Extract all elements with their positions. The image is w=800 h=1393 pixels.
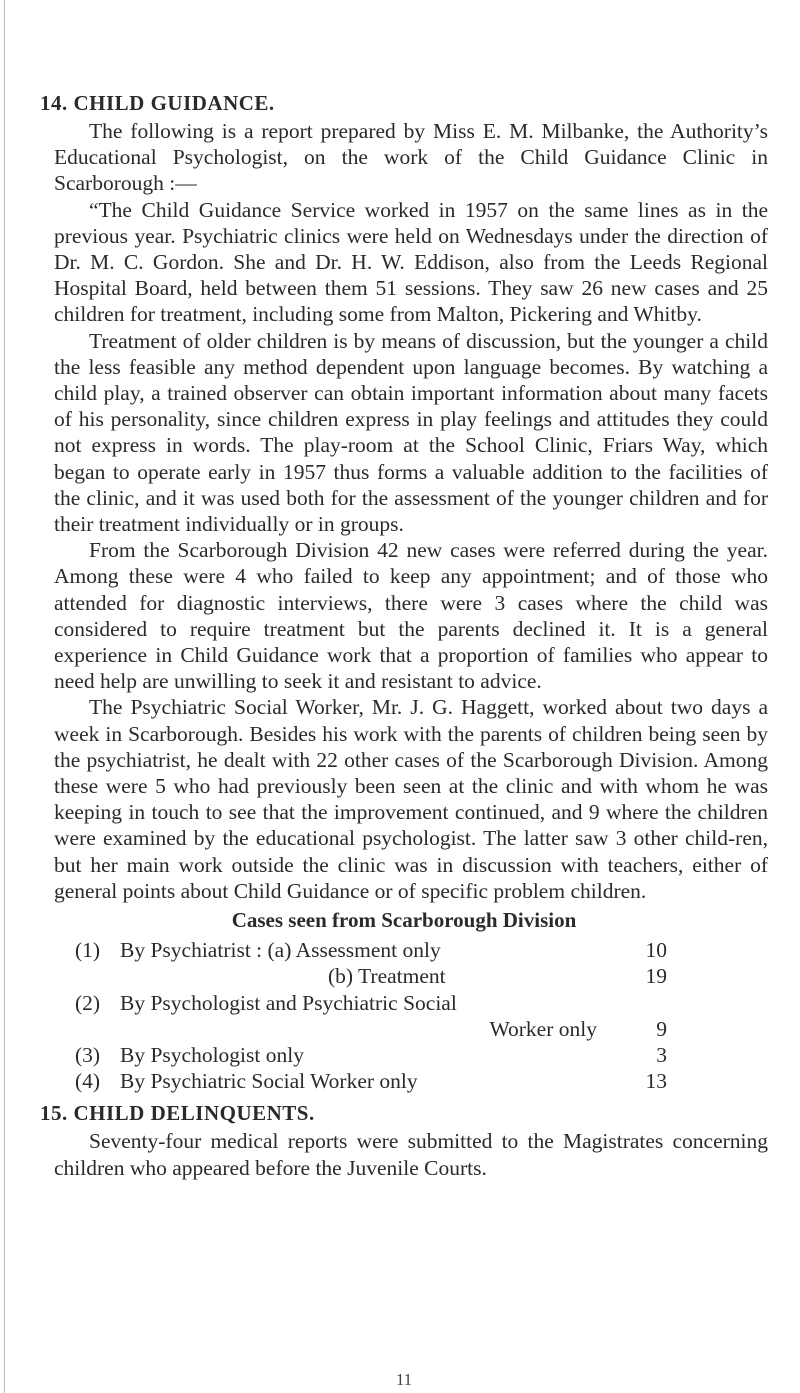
row-count: 19 (645, 964, 667, 989)
table-row (75, 1016, 667, 1042)
row-label: (b) Treatment (328, 964, 446, 989)
row-label: By Psychiatric Social Worker only (120, 1069, 418, 1094)
row-label: Worker only (489, 1016, 597, 1041)
table-row (75, 937, 667, 963)
cases-table-title: Cases seen from Scarborough Division (231, 908, 577, 933)
page-number: 11 (395, 1370, 413, 1389)
row-label: By Psychiatrist : (a) Assessment only (120, 938, 441, 963)
row-label: By Psychologist and Psychiatric Social (120, 990, 457, 1015)
row-number: (1) (75, 938, 101, 963)
row-number: (2) (75, 990, 101, 1015)
referrals-paragraph: From the Scarborough Division 42 new cases were referred during the year. Among these were 4 who failed to keep any appointment; and of those who attended for diagnostic interviews, there were 3 cases where the child was considered to require treatment but the parents declined it. It is a general experience in Child Guidance work that a proportion of families who appear to need help are unwilling to seek it and resistant to advice. (54, 538, 768, 694)
table-row (75, 1068, 667, 1094)
row-number: (3) (75, 1042, 101, 1067)
row-number (75, 1016, 120, 1042)
table-row (75, 990, 667, 1016)
row-count: 3 (656, 1042, 667, 1067)
treatment-paragraph: Treatment of older children is by means of discussion, but the younger a child the less feasible any method dependent upon language becomes. By watching a child play, a trained observer can obtain important information about many facets of his personality, since children express in play feelings and attitudes they could not express in words. The play-room at the School Clinic, Friars Way, which began to operate early in 1957 thus forms a valuable addition to the facilities of the clinic, and it was used both for the assessment of the younger children and for their treatment individually or in groups. (54, 328, 768, 537)
section-15-heading: 15. CHILD DELINQUENTS. (40, 1101, 315, 1126)
service-paragraph: “The Child Guidance Service worked in 1957 on the same lines as in the previous year. Psychiatric clinics were held on Wednesdays under the direction of Dr. M. C. Gordon. She and Dr. H. W. Eddison, also from the Leeds Regional Hospital Board, held between them 51 sessions. They saw 26 new cases and 25 children for treatment, including some from Malton, Pickering and Whitby. (54, 197, 768, 327)
delinquents-paragraph: Seventy-four medical reports were submitted to the Magistrates concerning children who appeared before the Juvenile Courts. (54, 1129, 768, 1180)
row-number: (4) (75, 1069, 101, 1094)
document-page (40, 88, 768, 1389)
table-row (75, 963, 667, 989)
table-row (75, 1042, 667, 1068)
social-worker-paragraph: The Psychiatric Social Worker, Mr. J. G. Haggett, worked about two days a week in Scarborough. Besides his work with the parents of children being seen by the psychiatrist, he dealt with 22 other cases of the Scarborough Division. Among these were 5 who had previously been seen at the clinic and with whom he was keeping in touch to see that the improvement continued, and 9 where the children were examined by the educational psychologist. The latter saw 3 other child-ren, but her main work outside the clinic was in discussion with teachers, either of general points about Child Guidance or of specific problem children. (54, 695, 768, 903)
row-count (627, 990, 667, 1016)
section-14-heading: 14. CHILD GUIDANCE. (40, 91, 275, 115)
row-count: 10 (645, 938, 667, 963)
page-left-edge (4, 0, 5, 1393)
row-count: 13 (645, 1069, 667, 1094)
row-count: 9 (656, 1016, 667, 1041)
row-label: By Psychologist only (120, 1042, 304, 1067)
intro-paragraph: The following is a report prepared by Miss E. M. Milbanke, the Authority’s Educational Psychologist, on the work of the Child Guidance Clinic in Scarborough :— (54, 119, 768, 196)
row-number (75, 963, 120, 989)
cases-table (75, 937, 667, 1094)
